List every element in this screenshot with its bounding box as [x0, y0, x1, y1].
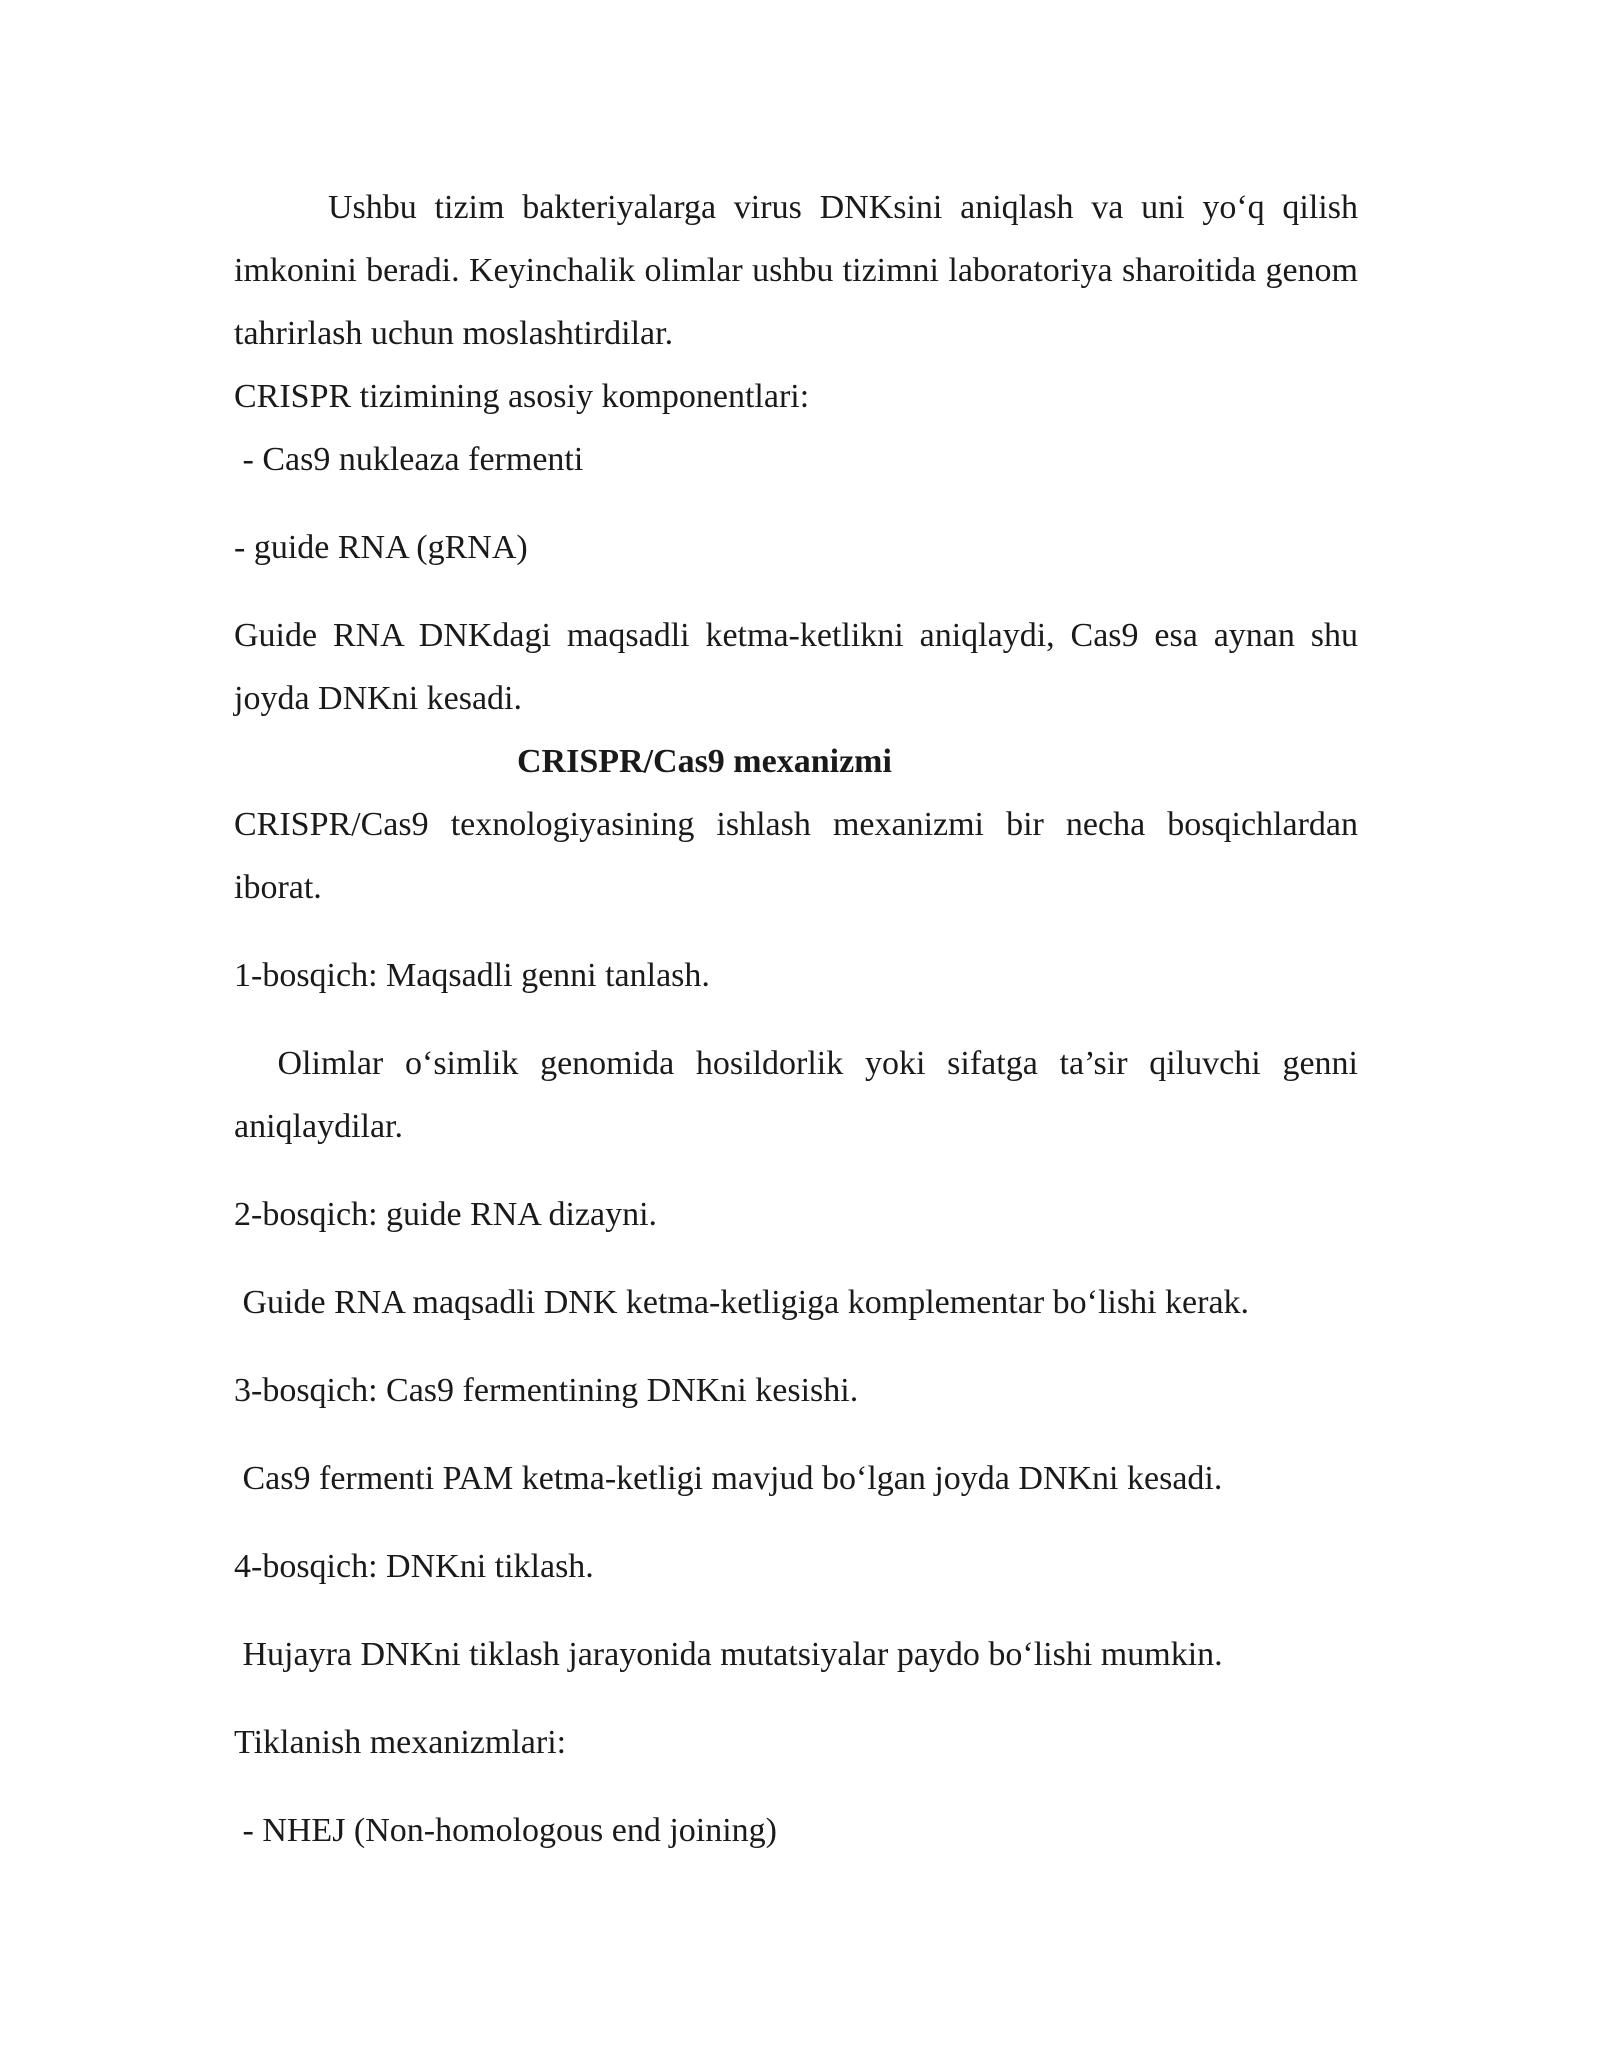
component-item-cas9: - Cas9 nukleaza fermenti	[234, 441, 584, 478]
step-1-title: 1-bosqich: Maqsadli genni tanlash.	[234, 957, 710, 994]
components-title: CRISPR tizimining asosiy komponentlari:	[234, 378, 810, 415]
mechanism-intro: CRISPR/Cas9 texnologiyasining ishlash mexanizmi bir necha bosqichlardan iborat.	[234, 806, 1358, 906]
guide-rna-explanation: Guide RNA DNKdagi maqsadli ketma-ketlikni aniqlaydi, Cas9 esa aynan shu joyda DNKni kesadi.	[234, 617, 1358, 717]
repair-mechanisms-title: Tiklanish mexanizmlari:	[234, 1724, 567, 1761]
step-1-text: Olimlar o‘simlik genomida hosildorlik yoki sifatga ta’sir qiluvchi genni aniqlaydilar.	[234, 1045, 1367, 1145]
step-2-text: Guide RNA maqsadli DNK ketma-ketligiga komplementar bo‘lishi kerak.	[234, 1284, 1250, 1321]
step-4-text: Hujayra DNKni tiklash jarayonida mutatsiyalar paydo bo‘lishi mumkin.	[234, 1636, 1223, 1673]
intro-paragraph: Ushbu tizim bakteriyalarga virus DNKsini aniqlash va uni yo‘q qilish imkonini beradi. Keyinchalik olimlar ushbu tizimni laboratoriya sharoitida genom tahrirlash uchun moslashtirdilar.	[234, 189, 1358, 352]
component-item-grna: - guide RNA (gRNA)	[234, 529, 528, 566]
step-3-text: Cas9 fermenti PAM ketma-ketligi mavjud bo‘lgan joyda DNKni kesadi.	[234, 1460, 1223, 1497]
step-2-title: 2-bosqich: guide RNA dizayni.	[234, 1196, 658, 1233]
repair-item-nhej: - NHEJ (Non-homologous end joining)	[234, 1812, 778, 1849]
step-3-title: 3-bosqich: Cas9 fermentining DNKni kesishi.	[234, 1372, 859, 1409]
step-4-title: 4-bosqich: DNKni tiklash.	[234, 1548, 594, 1585]
section-heading: CRISPR/Cas9 mexanizmi	[517, 743, 892, 780]
